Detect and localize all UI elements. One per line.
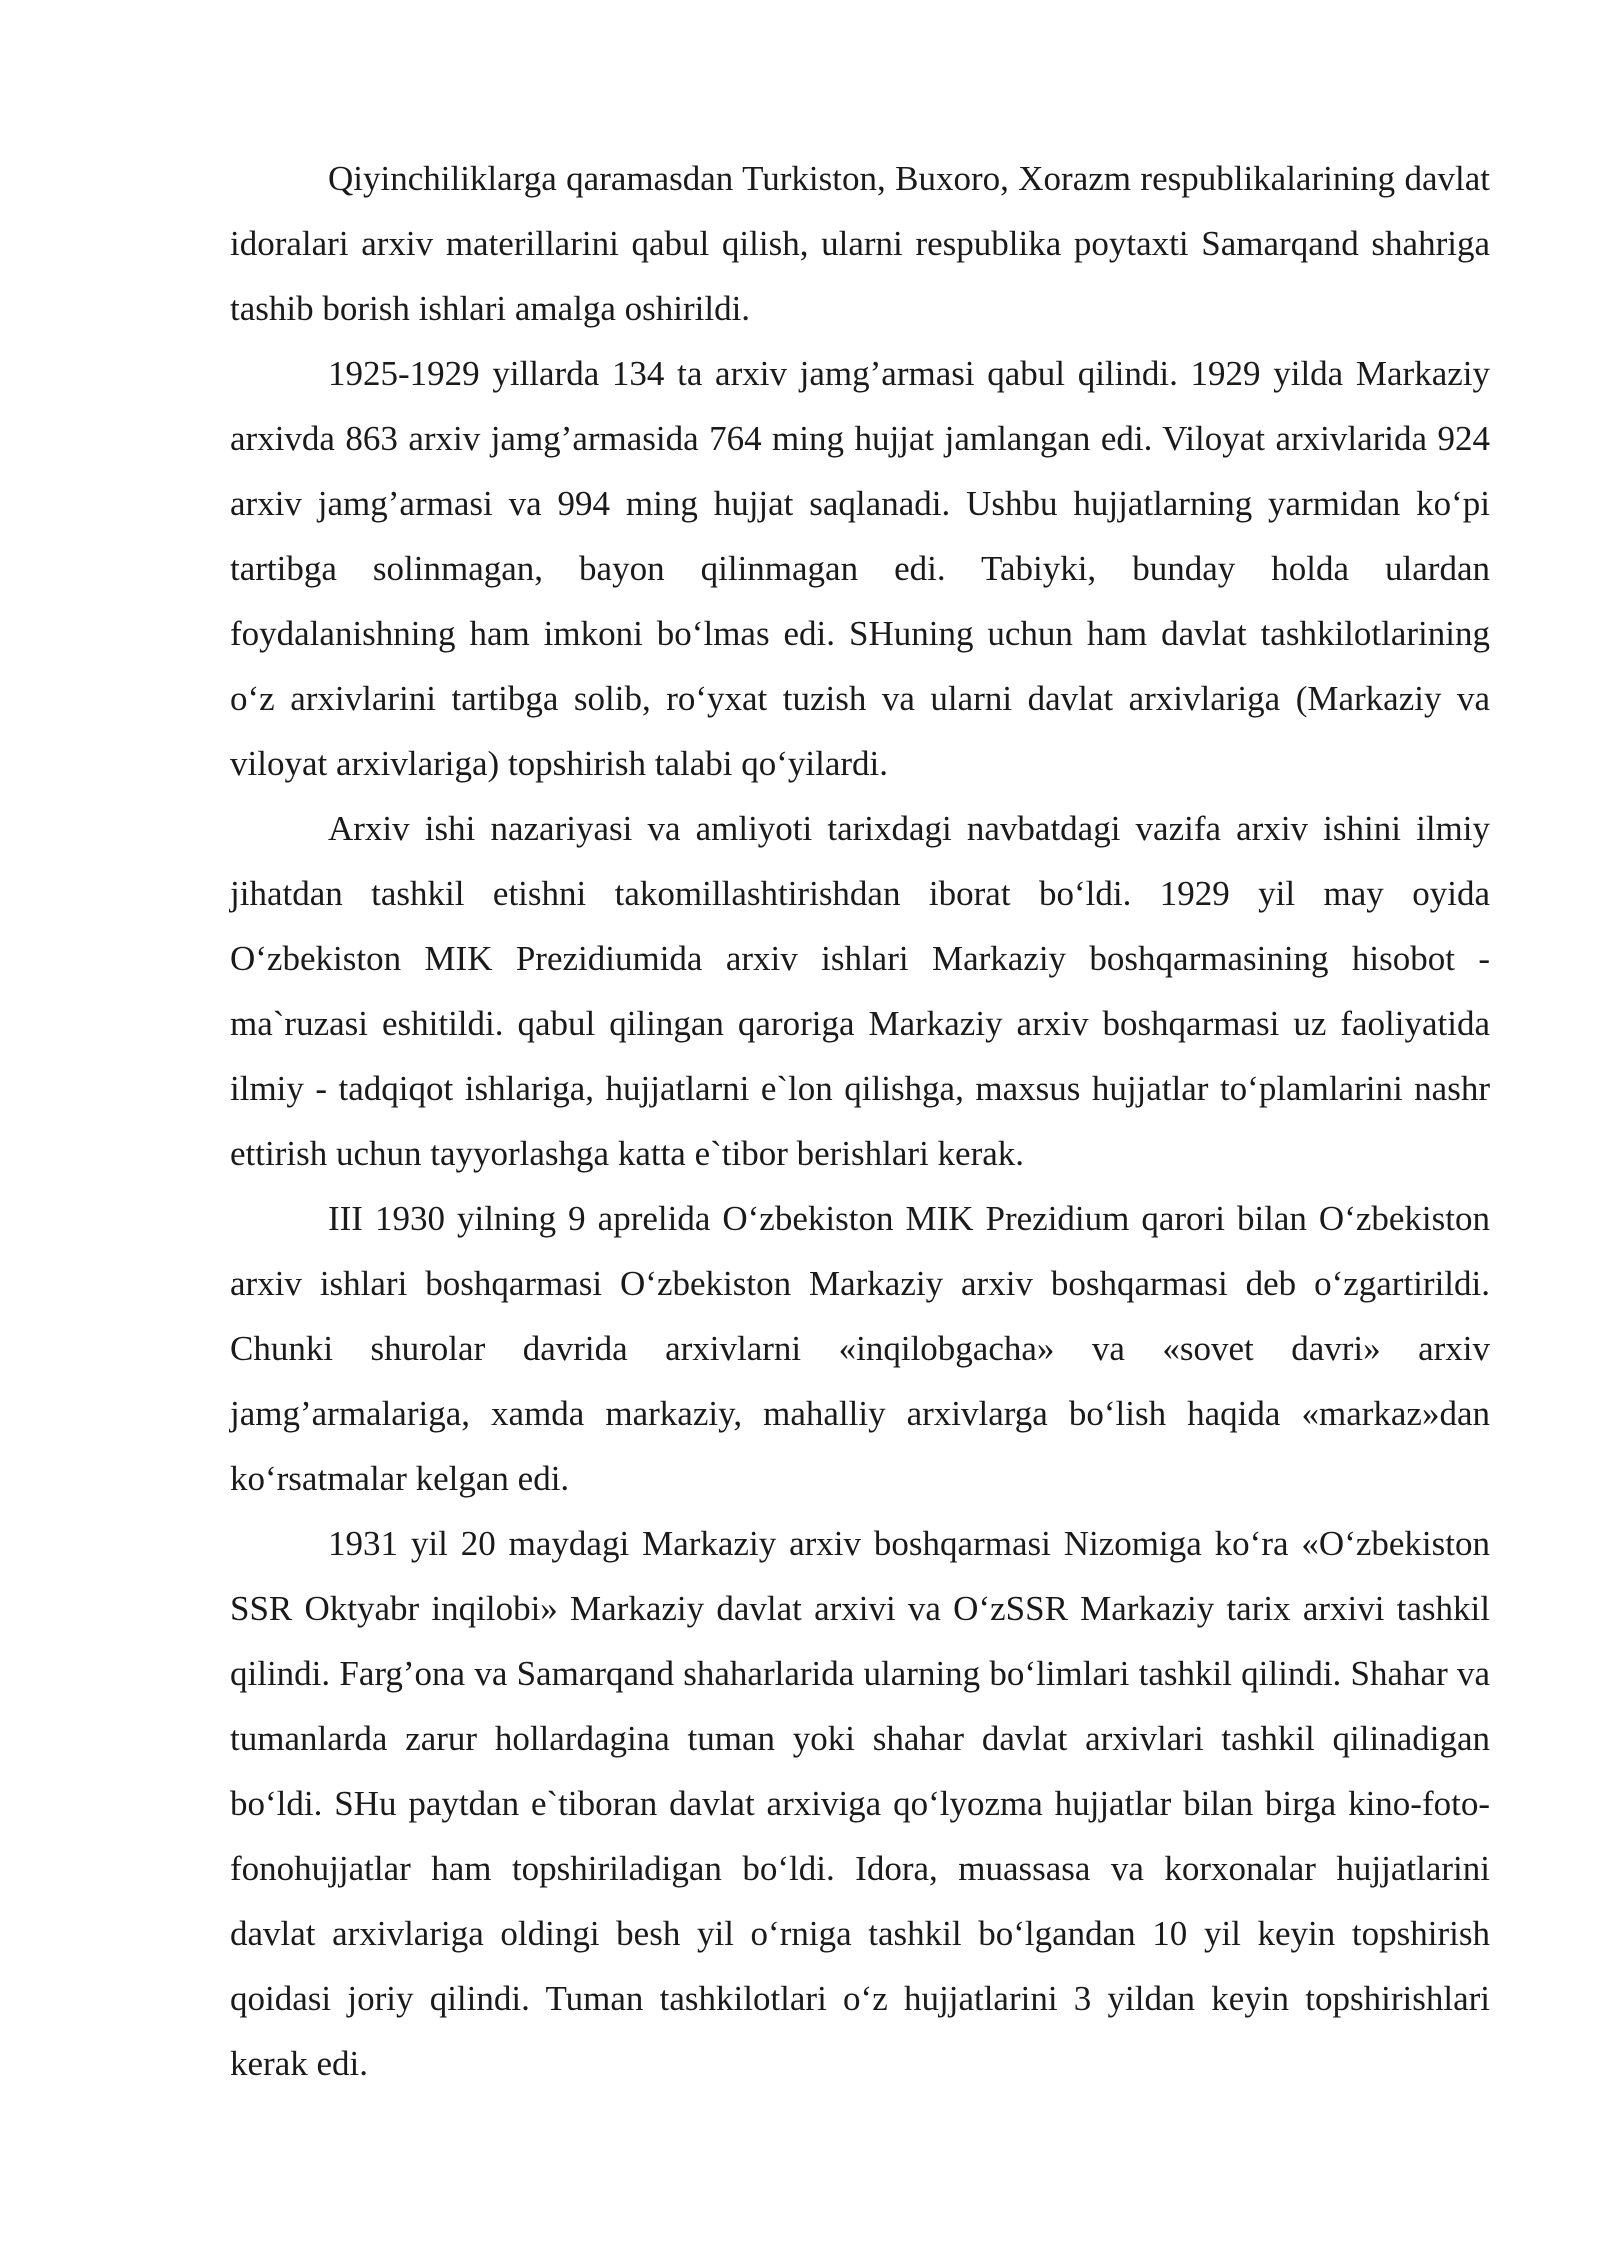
paragraph-3: Arxiv ishi nazariyasi va amliyoti tarixdagi navbatdagi vazifa arxiv ishini ilmiy jihatdan tashkil etishni takomillashtirishdan iborat bo‘ldi. 1929 yil may oyida O‘zbekiston MIK Prezidiumida arxiv ishlari Markaziy boshqarmasining hisobot - ma`ruzasi eshitildi. qabul qilingan qaroriga Markaziy arxiv boshqarmasi uz faoliyatida ilmiy - tadqiqot ishlariga, hujjatlarni e`lon qilishga, maxsus hujjatlar to‘plamlarini nashr ettirish uchun tayyorlashga katta e`tibor berishlari kerak.: [230, 809, 1490, 1173]
document-body: [230, 146, 1490, 2096]
paragraph-1: Qiyinchiliklarga qaramasdan Turkiston, Buxoro, Xorazm respublikalarining davlat idoralari arxiv materillarini qabul qilish, ularni respublika poytaxti Samarqand shahriga tashib borish ishlari amalga oshirildi.: [230, 159, 1490, 328]
paragraph-4: III 1930 yilning 9 aprelida O‘zbekiston MIK Prezidium qarori bilan O‘zbekiston arxiv ishlari boshqarmasi O‘zbekiston Markaziy arxiv boshqarmasi deb o‘zgartirildi. Chunki shurolar davrida arxivlarni «inqilobgacha» va «sovet davri» arxiv jamg’armalariga, xamda markaziy, mahalliy arxivlarga bo‘lish haqida «markaz»dan ko‘rsatmalar kelgan edi.: [230, 1199, 1490, 1498]
paragraph-5: 1931 yil 20 maydagi Markaziy arxiv boshqarmasi Nizomiga ko‘ra «O‘zbekiston SSR Oktyabr inqilobi» Markaziy davlat arxivi va O‘zSSR Markaziy tarix arxivi tashkil qilindi. Farg’ona va Samarqand shaharlarida ularning bo‘limlari tashkil qilindi. Shahar va tumanlarda zarur hollardagina tuman yoki shahar davlat arxivlari tashkil qilinadigan bo‘ldi. SHu paytdan e`tiboran davlat arxiviga qo‘lyozma hujjatlar bilan birga kino-foto-fonohujjatlar ham topshiriladigan bo‘ldi. Idora, muassasa va korxonalar hujjatlarini davlat arxivlariga oldingi besh yil o‘rniga tashkil bo‘lgandan 10 yil keyin topshirish qoidasi joriy qilindi. Tuman tashkilotlari o‘z hujjatlarini 3 yildan keyin topshirishlari kerak edi.: [230, 1524, 1490, 2083]
paragraph-2: 1925-1929 yillarda 134 ta arxiv jamg’armasi qabul qilindi. 1929 yilda Markaziy arxivda 863 arxiv jamg’armasida 764 ming hujjat jamlangan edi. Viloyat arxivlarida 924 arxiv jamg’armasi va 994 ming hujjat saqlanadi. Ushbu hujjatlarning yarmidan ko‘pi tartibga solinmagan, bayon qilinmagan edi. Tabiyki, bunday holda ulardan foydalanishning ham imkoni bo‘lmas edi. SHuning uchun ham davlat tashkilotlarining o‘z arxivlarini tartibga solib, ro‘yxat tuzish va ularni davlat arxivlariga (Markaziy va viloyat arxivlariga) topshirish talabi qo‘yilardi.: [230, 354, 1490, 783]
